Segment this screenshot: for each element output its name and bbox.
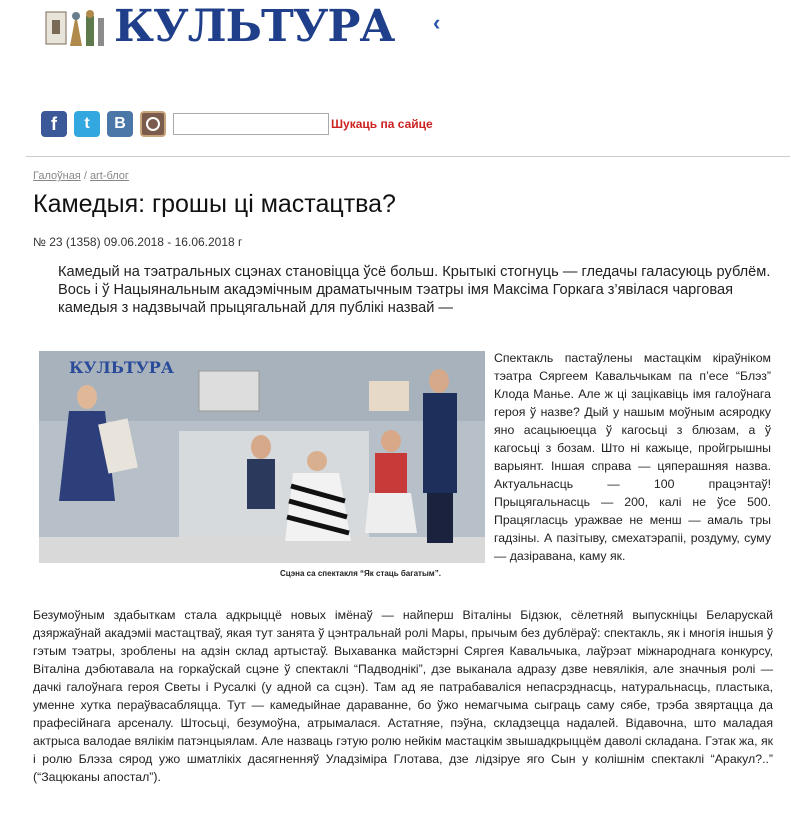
facebook-icon[interactable]: f — [41, 111, 67, 137]
photo-watermark: КУЛЬТУРА — [69, 358, 174, 377]
search-button[interactable]: Шукаць па сайце — [331, 117, 433, 131]
issue-date: № 23 (1358) 09.06.2018 - 16.06.2018 г — [33, 235, 243, 249]
logo-emblem-icon[interactable] — [44, 6, 108, 50]
breadcrumb-section-link[interactable]: art-блог — [89, 170, 129, 182]
breadcrumb-separator: / — [80, 170, 90, 182]
twitter-icon[interactable]: t — [74, 111, 100, 137]
article-photo — [39, 351, 485, 563]
chevron-left-icon[interactable]: ‹ — [433, 10, 441, 35]
article-lead: Камедый на тэатральных сцэнах становіцца ўсё больш. Крытыкі стогнуць — гледачы галасуюць рублём. Вось і ў Нацыянальным акадэмічным драматычным тэатры імя Максіма Горкага з’явілася чарговая камедыя з надзвычай прыцягальнай для публікі назвай — — [58, 264, 771, 316]
search-input[interactable] — [173, 113, 329, 135]
article-side-text: Спектакль пастаўлены мастацкім кіраўніком тэатра Сяргеем Кавальчыкам па п’есе “Блэз” Клода Манье. Але ж ці зацікавіць імя галоўнага героя ў назве? Дый у нашым моўным асяродку яно асацыюецца ў кагосьці з блюзам, а ў кагосьці з бозам. Што ні кажыце, пройгрышны варыянт. Іншая справа — цяперашняя назва. Актуальнасць — 100 працэнтаў! Прыцягальнасць — 200, калі не ўсе 500. Працягласць уражвае не менш — амаль тры гадзіны. А пазітыву, смехатэрапіі, роздуму, суму — дазіравана, каму як. — [494, 351, 771, 563]
instagram-icon[interactable] — [140, 111, 166, 137]
page-title: Камедыя: грошы ці мастацтва? — [33, 190, 396, 218]
breadcrumb — [33, 170, 129, 182]
breadcrumb-home-link[interactable]: Галоўная — [33, 170, 81, 182]
article-body-text: Безумоўным здабыткам стала адкрыццё новых імёнаў — найперш Віталіны Бідзюк, сёлетняй выпускніцы Беларускай дзяржаўнай акадэміі мастацтваў, якая тут занята ў цэнтральнай ролі Мары, прычым без дублёраў: спектакль, як і многія іншыя ў гэтым тэатры, зроблены на адзін склад артыстаў. Выхаванка майстэрні Сяргея Кавальчыка, лаўрэат міжнароднага конкурсу, Віталіна дэбютавала на горкаўскай сцэне ў спектаклі “Падводнікі”, дзе выканала адразу дзве невялікія, але значныя ролі — дачкі галоўнага героя Светы і Русалкі (у адной са сцэн). Там ад яе патрабаваліся непасрэднасць, натуральнасць, пластыка, уменне хутка пераўвасабляцца. Тут — камедыйнае дараванне, бо ўжо немагчыма сыграць саму сябе, трэба звяртацца да прафесійнага арсеналу. Штосьці, безумоўна, атрымалася. Астатняе, пэўна, складзецца надалей. Відавочна, што маладая актрыса валодае вялікім патэнцыялам. Але назваць гэтую ролю нейкім мастацкім звышадкрыццём даволі складана. Гэтак жа, як і ролю Блэза сярод ужо шматлікіх дасягненняў Уладзіміра Глотава, дзе лідзіруе яго Сын у колішнім спектаклі “Аракул?..” (“Зацюканы апостал”). — [33, 608, 773, 784]
vk-icon[interactable]: B — [107, 111, 133, 137]
photo-caption: Сцэна са спектакля “Як стаць багатым”. — [280, 569, 441, 578]
site-logo[interactable]: КУЛЬТУРА — [114, 1, 395, 52]
header-divider — [26, 156, 790, 157]
